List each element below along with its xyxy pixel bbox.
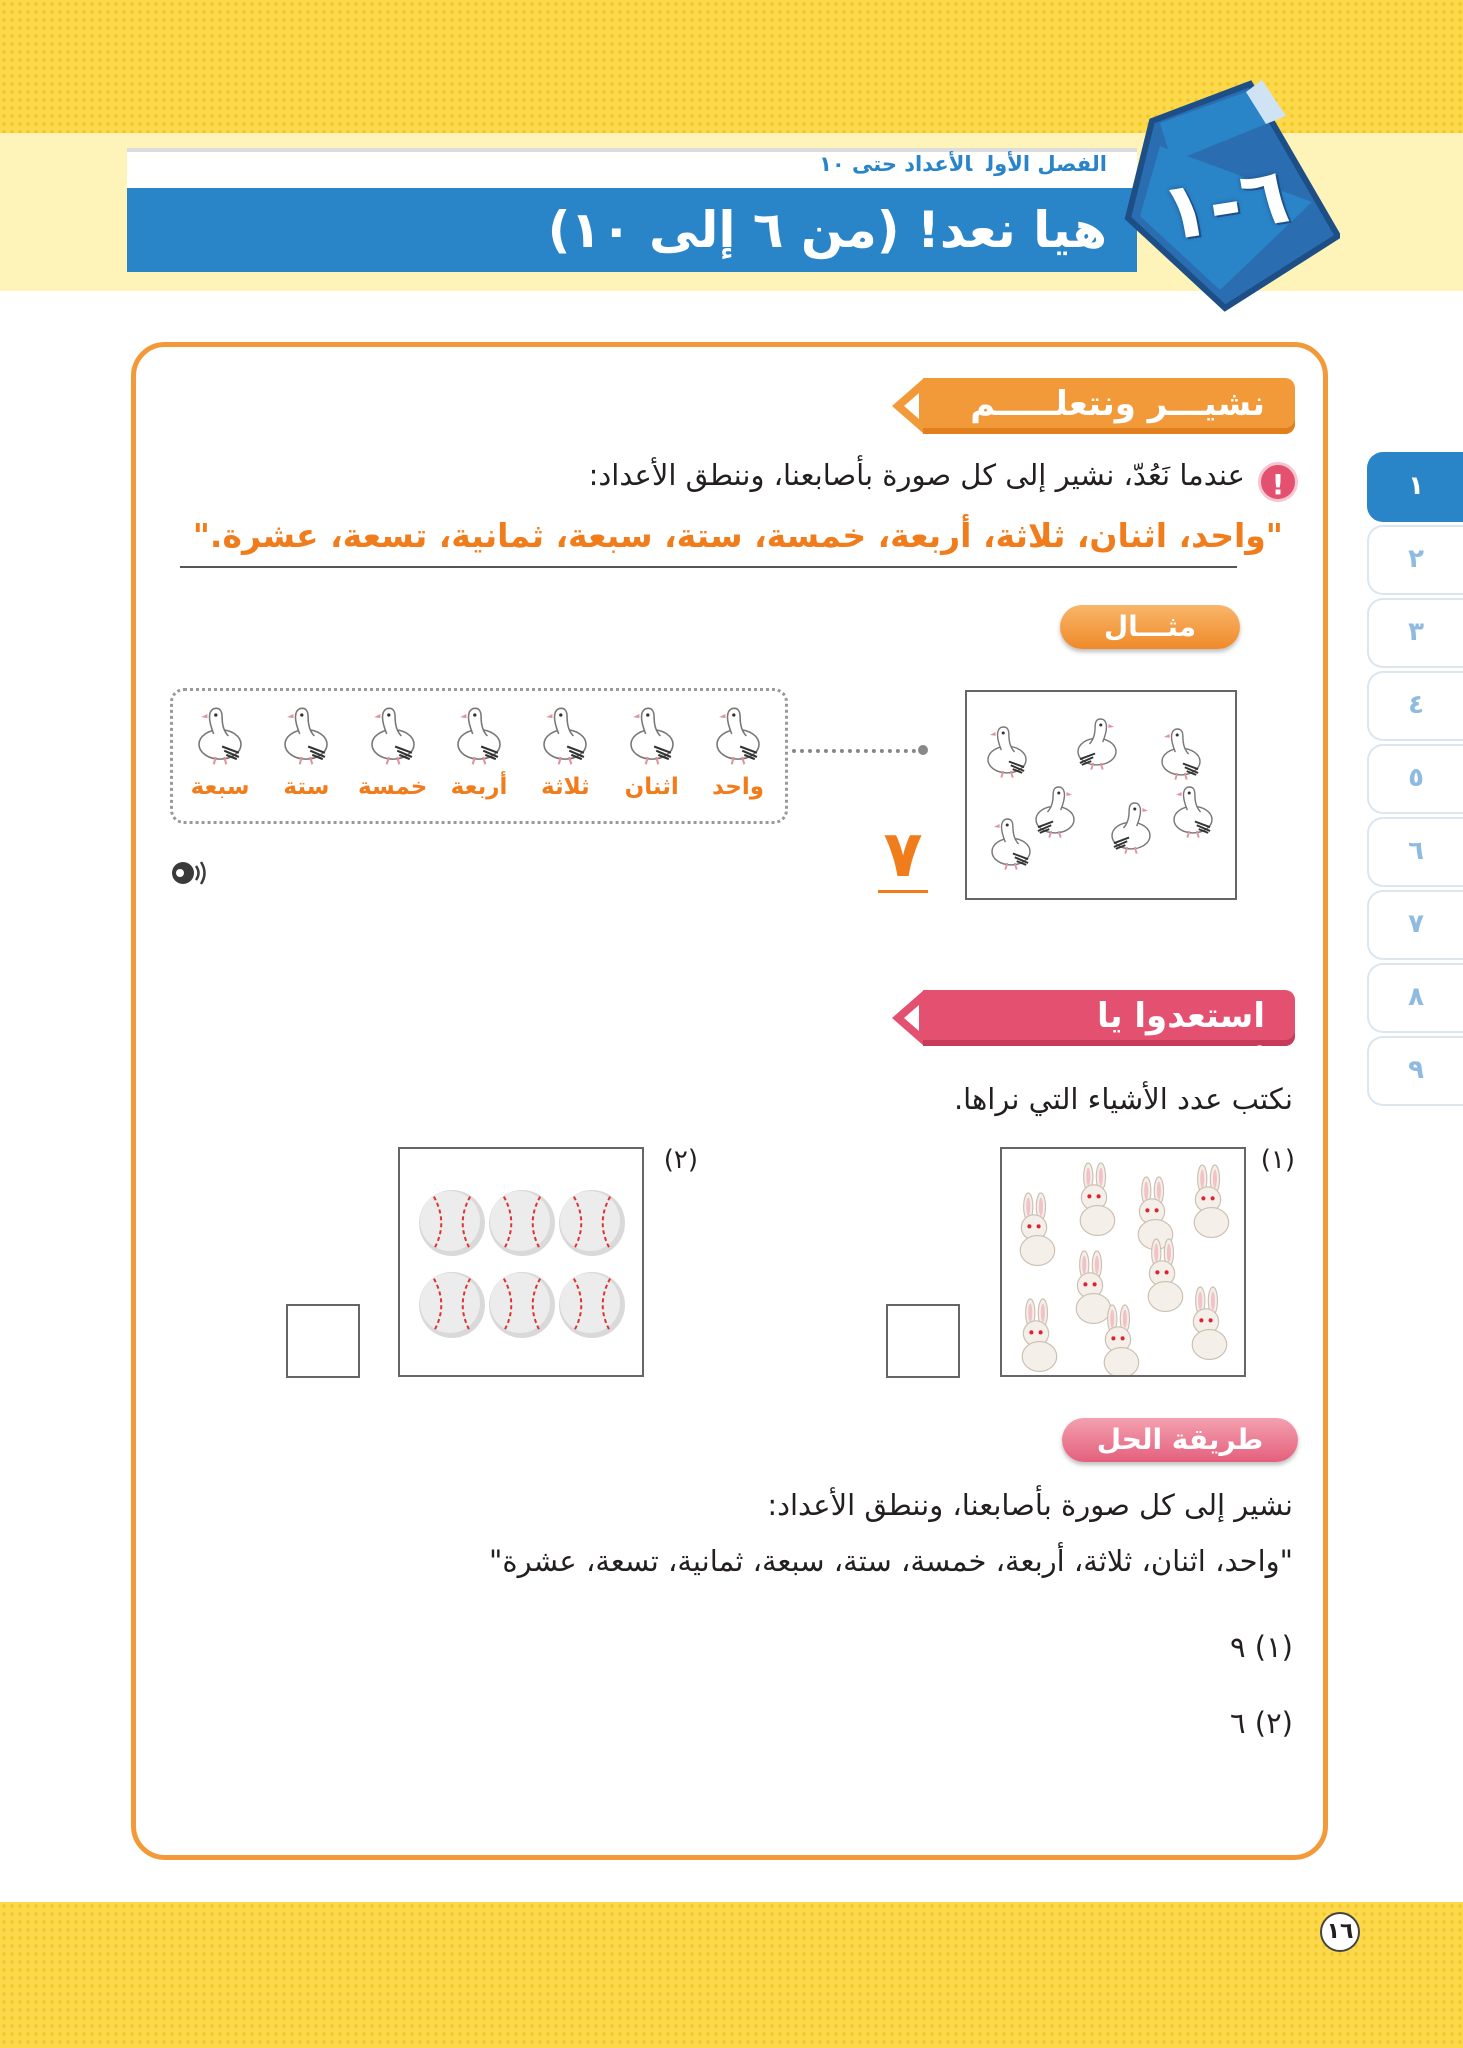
pigeon-icon <box>717 708 759 764</box>
lesson-tab[interactable]: ٧ <box>1367 890 1463 960</box>
lesson-tab[interactable]: ٤ <box>1367 671 1463 741</box>
bottom-dotted-band <box>0 1902 1463 2048</box>
solution-answer-1: (١) ٩ <box>1229 1630 1293 1664</box>
lesson-tab[interactable]: ١ <box>1367 452 1463 522</box>
connector-dot <box>918 745 928 755</box>
pigeon-icon <box>276 700 336 772</box>
example-picture <box>965 690 1237 900</box>
baseball-icon <box>419 1272 485 1338</box>
rabbit-icon <box>1022 1299 1056 1371</box>
lesson-tab[interactable]: ٦ <box>1367 817 1463 887</box>
lesson-title: هيا نعد! (من ٦ إلى ١٠) <box>547 201 1107 259</box>
count-sequence-item <box>180 700 260 800</box>
count-sequence-item <box>612 700 692 800</box>
lesson-tab[interactable]: ٨ <box>1367 963 1463 1033</box>
example-answer: ٧ <box>878 820 928 893</box>
solution-answer-2: (٢) ٦ <box>1229 1706 1293 1740</box>
baseball-icon <box>419 1190 485 1256</box>
lesson-tab[interactable]: ٥ <box>1367 744 1463 814</box>
connector-line <box>792 749 924 753</box>
section-practice-title: استعدوا يا أصدقائي <box>923 990 1295 1046</box>
learn-intro: عندما نَعُدّ، نشير إلى كل صورة بأصابعنا، وننطق الأعداد: <box>588 458 1245 492</box>
question-1-label: (١) <box>1260 1145 1295 1175</box>
solution-label: طريقة الحل <box>1062 1418 1298 1462</box>
rabbits-picture <box>1000 1147 1246 1377</box>
baseball-icon <box>489 1272 555 1338</box>
rabbit-icon <box>1148 1239 1183 1311</box>
count-word: واحد <box>711 774 765 800</box>
pigeon-icon <box>190 700 250 772</box>
example-label: مثـــال <box>1060 605 1240 649</box>
count-sequence-item <box>525 700 605 800</box>
baseball-icon <box>559 1190 625 1256</box>
pigeons-picture <box>967 692 1235 898</box>
rabbit-icon <box>1076 1251 1111 1323</box>
count-word: اثنان <box>624 774 679 800</box>
rabbit-icon <box>1080 1163 1115 1235</box>
pigeon-icon <box>1036 787 1074 838</box>
rabbit-icon <box>1194 1165 1229 1237</box>
baseball-icon <box>489 1190 555 1256</box>
answer-box-1[interactable] <box>886 1304 960 1378</box>
question-2-label: (٢) <box>663 1145 698 1175</box>
baseballs-illustration <box>400 1149 642 1375</box>
rabbit-icon <box>1104 1305 1139 1375</box>
chapter-line <box>805 152 1107 176</box>
audio-icon[interactable] <box>170 858 210 888</box>
count-word: سبعة <box>190 774 250 800</box>
count-words-underline <box>180 566 1237 568</box>
lesson-tab[interactable]: ٣ <box>1367 598 1463 668</box>
solution-line-2: "واحد، اثنان، ثلاثة، أربعة، خمسة، ستة، سبعة، ثمانية، تسعة، عشرة" <box>489 1544 1293 1578</box>
count-sequence-item <box>266 700 346 800</box>
ribbon-arrow-notch <box>904 393 919 419</box>
pigeon-icon <box>449 700 509 772</box>
lesson-number: ٦-١ <box>1154 150 1296 260</box>
lesson-tab[interactable]: ٢ <box>1367 525 1463 595</box>
pigeon-icon <box>1162 729 1200 780</box>
chapter-label: الفصل الأول <box>986 152 1107 176</box>
pigeon-icon <box>631 708 673 764</box>
count-sequence <box>180 700 778 800</box>
count-word: أربعة <box>450 774 508 800</box>
lesson-tabs <box>1367 452 1463 1109</box>
pigeon-icon <box>988 727 1026 778</box>
pigeon-icon <box>992 819 1030 870</box>
baseball-icon <box>559 1272 625 1338</box>
pigeon-icon <box>622 700 682 772</box>
chapter-topic: الأعداد حتى ١٠ <box>819 152 973 176</box>
section-learn-title: نشيـــر ونتعلـــــم <box>923 378 1295 434</box>
ribbon-arrow-notch <box>904 1005 919 1031</box>
pigeon-icon <box>363 700 423 772</box>
count-word: ستة <box>283 774 330 800</box>
pigeon-icon <box>1174 787 1212 838</box>
count-sequence-item <box>353 700 433 800</box>
answer-box-2[interactable] <box>286 1304 360 1378</box>
pigeon-icon <box>372 708 414 764</box>
lesson-tab[interactable]: ٩ <box>1367 1036 1463 1106</box>
page-number: ١٦ <box>1320 1912 1360 1952</box>
pigeon-icon <box>199 708 241 764</box>
practice-instruction: نكتب عدد الأشياء التي نراها. <box>953 1082 1293 1116</box>
pigeon-icon <box>285 708 327 764</box>
exclamation-icon: ! <box>1258 462 1298 502</box>
pigeon-icon <box>708 700 768 772</box>
baseballs-picture <box>398 1147 644 1377</box>
pigeon-icon <box>535 700 595 772</box>
solution-line-1: نشير إلى كل صورة بأصابعنا، وننطق الأعداد: <box>767 1488 1293 1522</box>
count-word: ثلاثة <box>541 774 590 800</box>
pigeon-icon <box>458 708 500 764</box>
pigeon-icon <box>1078 719 1116 770</box>
rabbit-icon <box>1020 1193 1054 1265</box>
count-sequence-item <box>439 700 519 800</box>
pigeon-icon <box>1112 803 1150 854</box>
rabbits-illustration <box>1002 1149 1244 1375</box>
pigeon-icon <box>544 708 586 764</box>
rabbit-icon <box>1192 1287 1227 1359</box>
count-sequence-item <box>698 700 778 800</box>
count-word: خمسة <box>358 774 428 800</box>
count-words: "واحد، اثنان، ثلاثة، أربعة، خمسة، ستة، سبعة، ثمانية، تسعة، عشرة." <box>192 516 1283 555</box>
